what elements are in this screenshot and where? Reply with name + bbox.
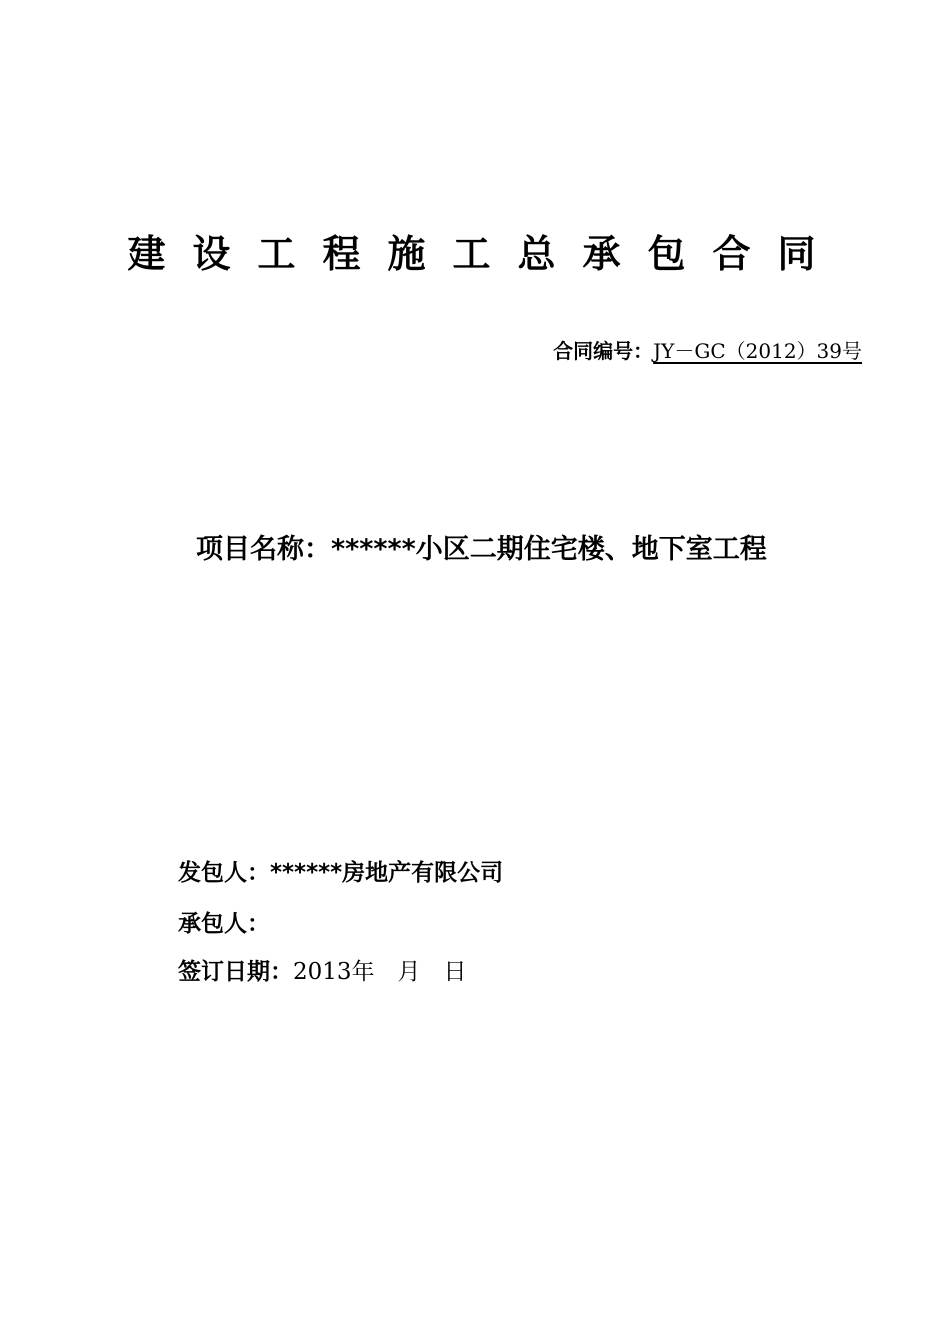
sign-date-line — [178, 955, 467, 989]
project-name-value: ******小区二期住宅楼、地下室工程 — [331, 534, 767, 565]
project-name — [196, 530, 767, 570]
sign-date-value: 2013年 月 日 — [293, 959, 467, 985]
contractor-line — [178, 907, 270, 941]
employer-line — [178, 856, 503, 890]
employer-value: ******房地产有限公司 — [270, 860, 504, 886]
project-name-label: 项目名称： — [196, 534, 331, 565]
contractor-label: 承包人： — [178, 911, 270, 937]
employer-label: 发包人： — [178, 860, 270, 886]
contract-number-value: JY－GC（2012）39号 — [653, 339, 862, 363]
sign-date-label: 签订日期： — [178, 959, 293, 985]
contract-number — [553, 336, 862, 366]
document-title: 建设工程施工总承包合同 — [127, 232, 843, 276]
contract-number-label: 合同编号： — [553, 339, 654, 363]
